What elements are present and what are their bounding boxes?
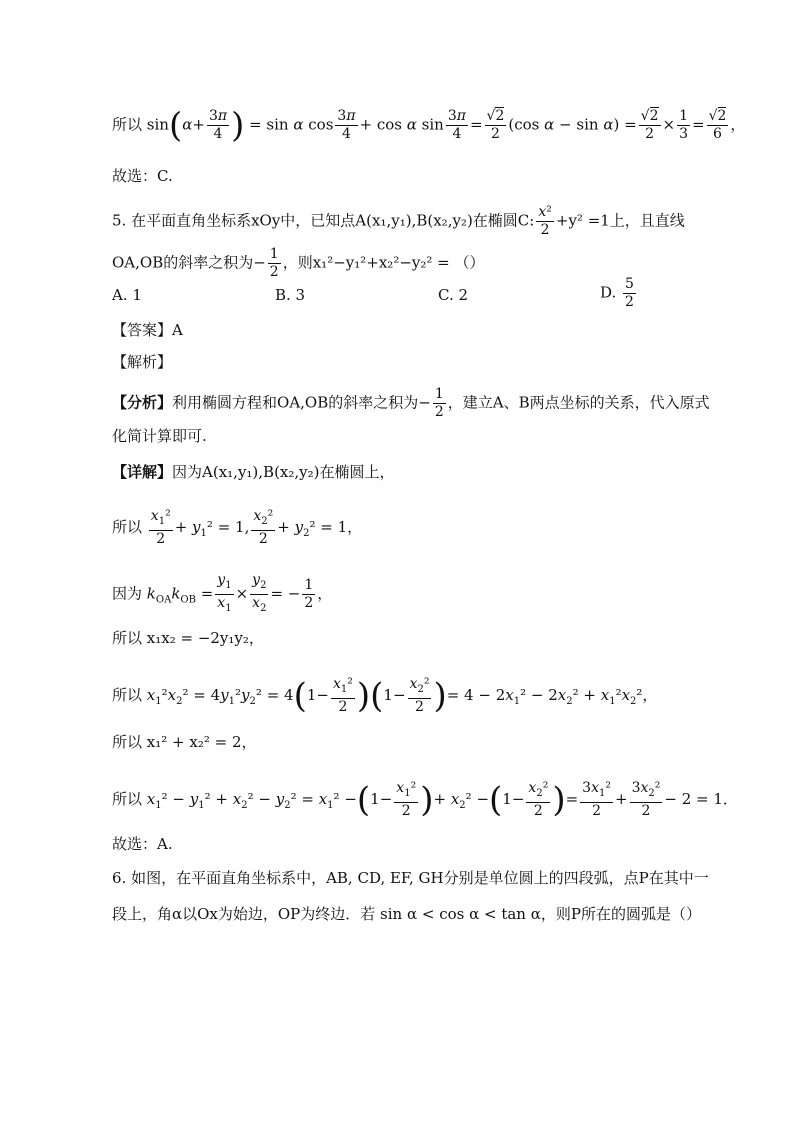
conclusion-a: 故选：A.	[112, 835, 173, 853]
xiangjie-line: 【详解】因为A(x₁,y₁),B(x₂,y₂)在椭圆上，	[112, 463, 395, 481]
analysis-label: 【解析】	[112, 353, 173, 371]
question-6-line-1: 6. 如图，在平面直角坐标系中，AB, CD, EF, GH分别是单位圆上的四段弧，点P在其中一	[112, 869, 709, 887]
step-1: 所以 $\frac{x_1^2}{2}$ + $y_1^2 = 1$, $\frac{x_2^2}{2}$ + $y_2^2 = 1$，	[112, 508, 363, 547]
conclusion-c: 故选：C.	[112, 167, 173, 185]
equation-line-1: 所以 sin(α+ $\frac{3\pi}{4}$ ) = sin α cos $\frac{3\pi}{4}$ + cos α sin $\frac{3\pi}{4}$ = $\frac{√2}{2}$ (cos α − sin α) = $\frac{√2}{2}$ × $\frac{1}{3}$ = $\frac{√2}{6}$ ，	[112, 105, 746, 146]
question-6-line-2: 段上，角α以Ox为始边，OP为终边．若 sin α < cos α < tan α，则P所在的圆弧是（）	[112, 905, 701, 923]
question-5-line-2: OA,OB的斜率之积为− $\frac{1}{2}$ ，则x₁²−y₁²+x₂²−y₂² = （）	[112, 246, 485, 280]
step-4: 所以 $x_1^2x_2^2 = 4y_1^2y_2^2 = 4(1-$ $\frac{x_1^2}{2}$ )(1− $\frac{x_2^2}{2}$ )= $4 - 2x_1^2 - 2x_2^2 + x_1^2x_2^2$，	[112, 675, 658, 716]
step-6: 所以 $x_1^2 - y_1^2 + x_2^2 - y_2^2 = x_1^2 -(1-$ $\frac{x_1^2}{2}$ )+ $x_2^2 -(1-$ $\frac{x_2^2}{2}$ )= $\frac{3x_1^2}{2}$ + $\frac{3x_2^2}{2}$ − 2 = 1．	[112, 779, 738, 820]
option-a: A. 1	[112, 286, 142, 304]
fenxi-line-1: 【分析】利用椭圆方程和OA,OB的斜率之积为− $\frac{1}{2}$ ，建立A、B两点坐标的关系，代入原式	[112, 386, 710, 420]
answer-label: 【答案】A	[112, 321, 183, 339]
option-b: B. 3	[275, 286, 306, 304]
step-2: 因为 $k_{OA}k_{OB}$ = $\frac{y_1}{x_1}$ × $\frac{y_2}{x_2}$ = − $\frac{1}{2}$ ，	[112, 572, 333, 614]
option-d: D. $\frac{5}{2}$	[600, 276, 634, 310]
question-5-line-1: 5. 在平面直角坐标系xOy中，已知点A(x₁,y₁),B(x₂,y₂)在椭圆C: $\frac{\text{x²}}{2}$ +y² =1上，且直线	[112, 204, 685, 238]
step-5: 所以 x₁² + x₂² = 2，	[112, 733, 257, 751]
fenxi-line-2: 化简计算即可.	[112, 427, 207, 445]
option-c: C. 2	[438, 286, 469, 304]
step-3: 所以 x₁x₂ = −2y₁y₂，	[112, 629, 264, 647]
